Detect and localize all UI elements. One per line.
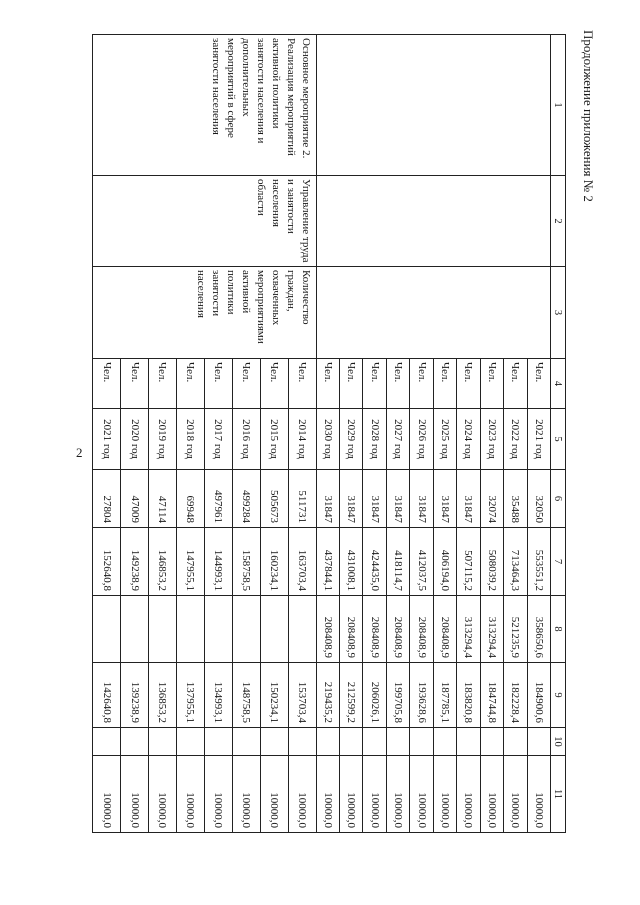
table-cell: 2023 год (480, 409, 503, 470)
table-cell: 31847 (386, 470, 409, 528)
table-cell: Чел. (504, 359, 527, 409)
table-cell: 35488 (504, 470, 527, 528)
table-cell: 160234,1 (260, 528, 288, 596)
table-cell: Чел. (457, 359, 480, 409)
table-cell (457, 728, 480, 756)
table-cell: 144993,1 (204, 528, 232, 596)
table-cell: 2020 год (121, 409, 149, 470)
table-cell (149, 596, 177, 663)
table-cell: 10000,0 (260, 756, 288, 833)
table-cell: Чел. (93, 359, 121, 409)
table-cell: 511731 (288, 470, 316, 528)
table-cell: 2021 год (93, 409, 121, 470)
table-cell: 437844,1 (316, 528, 339, 596)
table-cell: 184744,8 (480, 663, 503, 728)
table-cell: 47009 (121, 470, 149, 528)
table-cell: 406194,0 (433, 528, 456, 596)
continuation-title: Продолжение приложения № 2 (581, 30, 596, 202)
table-cell: 136853,2 (149, 663, 177, 728)
table-cell: 31847 (363, 470, 386, 528)
table-cell (93, 728, 121, 756)
column-header: 11 (551, 756, 566, 833)
table-cell: 31847 (340, 470, 363, 528)
table-cell (121, 728, 149, 756)
table-cell: 10000,0 (386, 756, 409, 833)
table-cell: 553551,2 (527, 528, 550, 596)
data-table (92, 34, 566, 833)
table-cell: 147955,1 (176, 528, 204, 596)
table-cell: 10000,0 (121, 756, 149, 833)
table-cell: 134993,1 (204, 663, 232, 728)
table-cell: Чел. (340, 359, 363, 409)
table-cell: 2028 год (363, 409, 386, 470)
table-cell: Чел. (232, 359, 260, 409)
table-cell: 208408,9 (363, 596, 386, 663)
table-cell: 31847 (433, 470, 456, 528)
table-cell: 69948 (176, 470, 204, 528)
table-cell: 521235,9 (504, 596, 527, 663)
table-cell: Чел. (433, 359, 456, 409)
table-cell: 2027 год (386, 409, 409, 470)
table-cell: 208408,9 (316, 596, 339, 663)
column-header: 2 (551, 176, 566, 267)
table-cell (340, 728, 363, 756)
table-cell: 10000,0 (288, 756, 316, 833)
table-cell: 142640,8 (93, 663, 121, 728)
table-cell: 146853,2 (149, 528, 177, 596)
table-cell (232, 728, 260, 756)
table-cell (232, 596, 260, 663)
table-cell: 497961 (204, 470, 232, 528)
table-cell: 358650,6 (527, 596, 550, 663)
table-cell: 10000,0 (340, 756, 363, 833)
table-cell: Чел. (121, 359, 149, 409)
table-cell: 27804 (93, 470, 121, 528)
column-header: 1 (551, 35, 566, 176)
table-cell: 10000,0 (93, 756, 121, 833)
table-cell: 2025 год (433, 409, 456, 470)
table-cell (260, 596, 288, 663)
table-row (288, 35, 316, 833)
table-cell (504, 728, 527, 756)
table-cell: 10000,0 (363, 756, 386, 833)
table-cell: 10000,0 (232, 756, 260, 833)
table-cell: Чел. (386, 359, 409, 409)
table-cell: 184900,6 (527, 663, 550, 728)
executor-name: Управление труда и занятости населения области (93, 176, 317, 267)
table-cell: 208408,9 (340, 596, 363, 663)
table-cell: 206026,1 (363, 663, 386, 728)
table-cell: 47114 (149, 470, 177, 528)
table-cell: Чел. (316, 359, 339, 409)
table-cell (480, 728, 503, 756)
table-cell: 139238,9 (121, 663, 149, 728)
table-cell: 187785,1 (433, 663, 456, 728)
table-cell (316, 728, 339, 756)
table-cell: 152640,8 (93, 528, 121, 596)
table-cell: 10000,0 (410, 756, 433, 833)
table-cell (288, 728, 316, 756)
table-cell (386, 728, 409, 756)
table-cell: 10000,0 (204, 756, 232, 833)
table-cell: 137955,1 (176, 663, 204, 728)
table-cell (93, 596, 121, 663)
table-cell: 508039,2 (480, 528, 503, 596)
table-cell: 212599,2 (340, 663, 363, 728)
table-cell: 2024 год (457, 409, 480, 470)
column-header: 8 (551, 596, 566, 663)
table-cell: 2021 год (527, 409, 550, 470)
measure-cell-empty (316, 35, 550, 176)
column-header: 4 (551, 359, 566, 409)
table-cell: 431008,1 (340, 528, 363, 596)
table-cell: 2026 год (410, 409, 433, 470)
table-cell: 150234,1 (260, 663, 288, 728)
executor-cell-empty (316, 176, 550, 267)
column-header: 5 (551, 409, 566, 470)
table-cell: 183820,8 (457, 663, 480, 728)
table-cell (527, 728, 550, 756)
table-cell: 153703,4 (288, 663, 316, 728)
table-cell: Чел. (260, 359, 288, 409)
table-cell (433, 728, 456, 756)
table-cell: 208408,9 (386, 596, 409, 663)
table-cell: 2015 год (260, 409, 288, 470)
measure-name: Основное мероприятие 2. Реализация мероприятий активной политики занятости населения и дополнительных мероприятий в сфере занятости населения (93, 35, 317, 176)
table-cell (260, 728, 288, 756)
table-cell: 2029 год (340, 409, 363, 470)
indicator-name: Количество граждан, охваченных мероприятиями активной политики занятости населения (93, 267, 317, 359)
table-cell: 313294,4 (457, 596, 480, 663)
column-header: 10 (551, 728, 566, 756)
table-cell (149, 728, 177, 756)
table-cell: 32050 (527, 470, 550, 528)
table-cell (288, 596, 316, 663)
table-cell (204, 728, 232, 756)
table-cell: Чел. (176, 359, 204, 409)
column-header: 7 (551, 528, 566, 596)
table-cell: Чел. (410, 359, 433, 409)
table-cell: 31847 (410, 470, 433, 528)
table-cell: 2022 год (504, 409, 527, 470)
table-cell: 313294,4 (480, 596, 503, 663)
table-cell: 424435,0 (363, 528, 386, 596)
table-cell: 32074 (480, 470, 503, 528)
table-cell: Чел. (204, 359, 232, 409)
table-cell: 2019 год (149, 409, 177, 470)
page-number: 2 (76, 445, 83, 460)
table-cell: 149238,9 (121, 528, 149, 596)
table-cell: 2018 год (176, 409, 204, 470)
table-cell: 418114,7 (386, 528, 409, 596)
table-cell: Чел. (149, 359, 177, 409)
table-cell: 208408,9 (410, 596, 433, 663)
table-cell: 193628,6 (410, 663, 433, 728)
table-cell (363, 728, 386, 756)
table-cell (121, 596, 149, 663)
header-row (551, 35, 566, 833)
table-cell: 31847 (457, 470, 480, 528)
table-cell: 2017 год (204, 409, 232, 470)
table-cell: 499284 (232, 470, 260, 528)
indicator-cell-empty (316, 267, 550, 359)
table-cell: 208408,9 (433, 596, 456, 663)
table-cell: 10000,0 (480, 756, 503, 833)
table-cell (204, 596, 232, 663)
column-header: 9 (551, 663, 566, 728)
table-cell: 158758,5 (232, 528, 260, 596)
rotated-table-container (92, 34, 566, 832)
table-cell: Чел. (480, 359, 503, 409)
table-cell: 10000,0 (527, 756, 550, 833)
table-cell: 2014 год (288, 409, 316, 470)
table-cell: 10000,0 (176, 756, 204, 833)
table-cell: Чел. (288, 359, 316, 409)
table-row (527, 35, 550, 833)
table-cell: 219435,2 (316, 663, 339, 728)
table-cell: 148758,5 (232, 663, 260, 728)
table-cell (410, 728, 433, 756)
table-cell: 713464,3 (504, 528, 527, 596)
table-cell: 507115,2 (457, 528, 480, 596)
table-cell: 2030 год (316, 409, 339, 470)
table-cell: 10000,0 (504, 756, 527, 833)
table-cell: 10000,0 (149, 756, 177, 833)
column-header: 6 (551, 470, 566, 528)
table-cell: Чел. (363, 359, 386, 409)
table-cell: 182228,4 (504, 663, 527, 728)
table-cell: 10000,0 (316, 756, 339, 833)
table-cell: 10000,0 (433, 756, 456, 833)
table-cell: 199705,8 (386, 663, 409, 728)
table-cell: 10000,0 (457, 756, 480, 833)
table-cell: 412037,5 (410, 528, 433, 596)
table-cell (176, 728, 204, 756)
table-cell: 31847 (316, 470, 339, 528)
table-cell: 505673 (260, 470, 288, 528)
column-header: 3 (551, 267, 566, 359)
table-cell: 2016 год (232, 409, 260, 470)
table-cell: 163703,4 (288, 528, 316, 596)
table-cell (176, 596, 204, 663)
table-cell: Чел. (527, 359, 550, 409)
